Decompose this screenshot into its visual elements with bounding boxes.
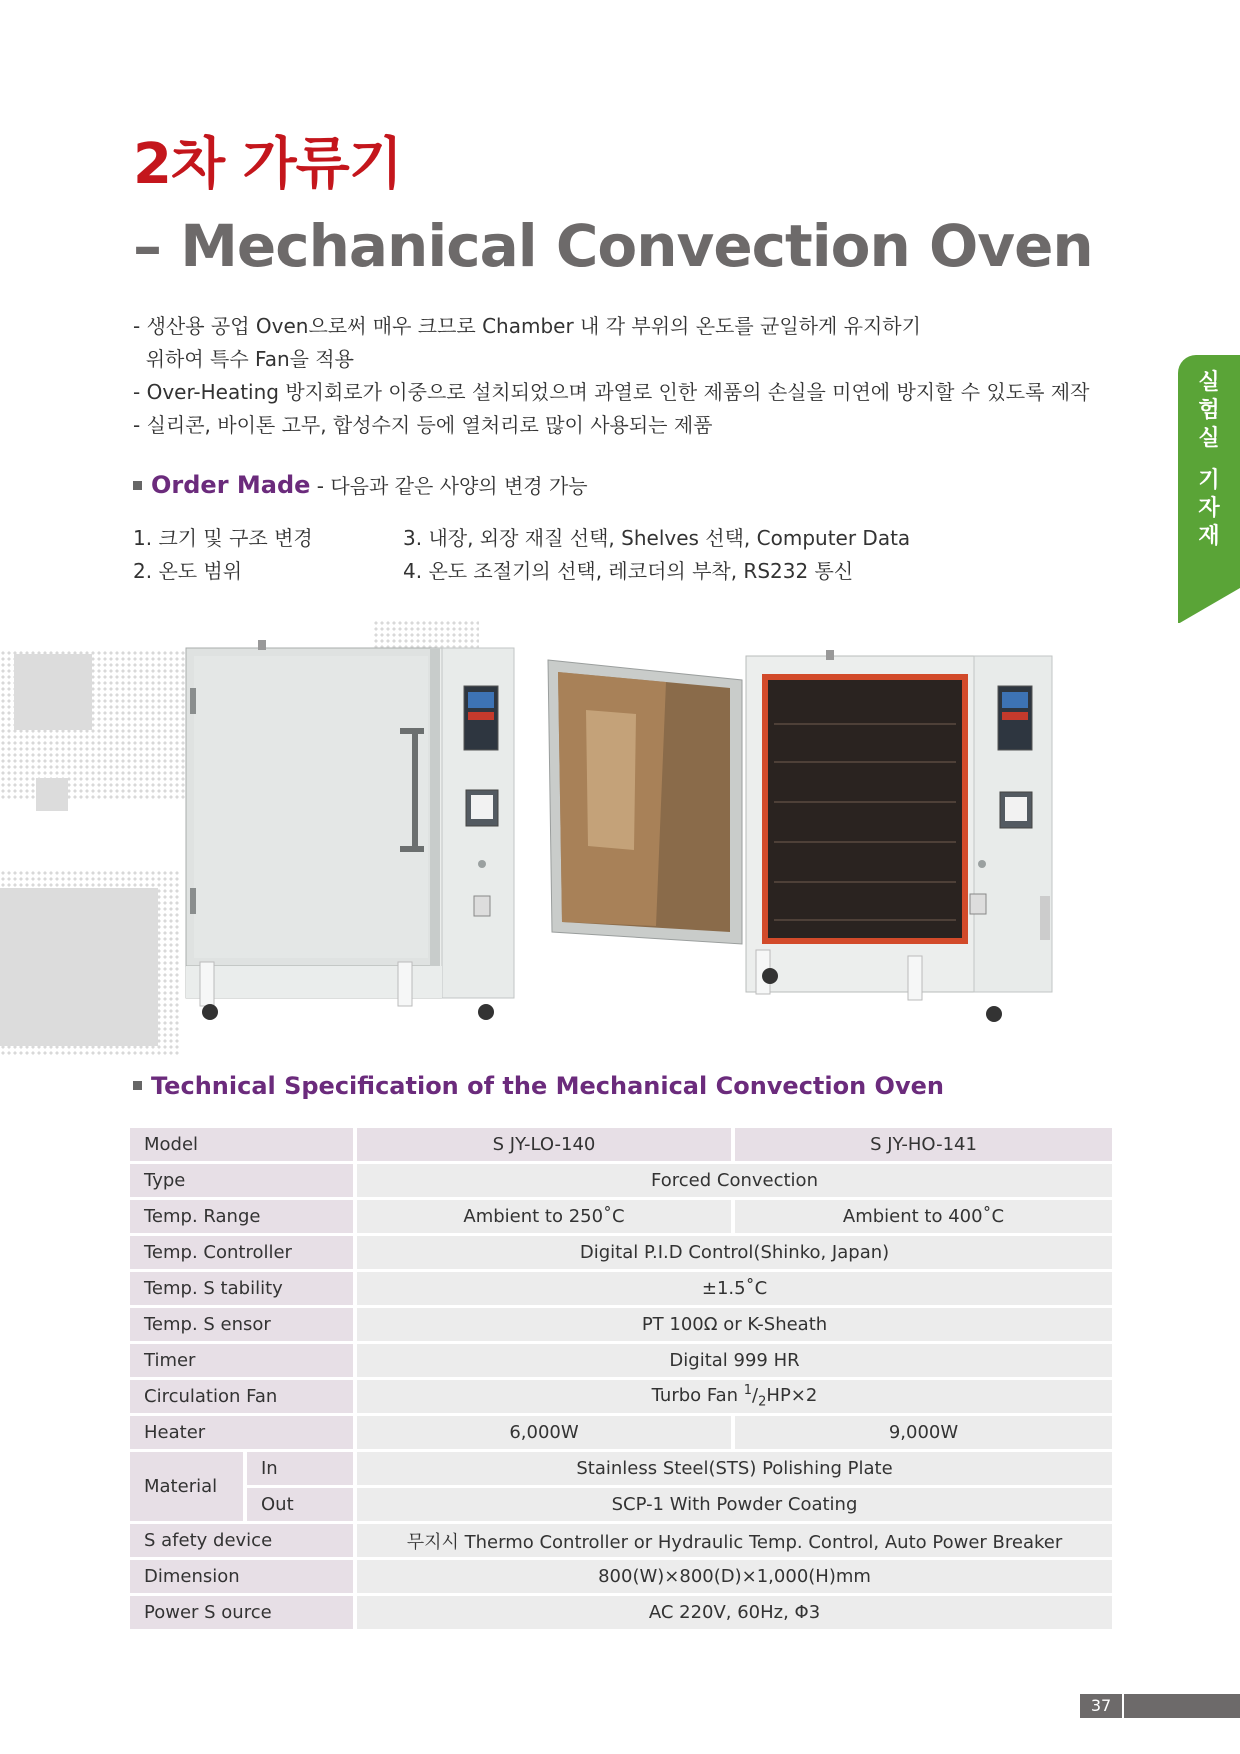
page-number: 37 xyxy=(1080,1694,1122,1718)
side-tab-char: 실 xyxy=(1198,370,1220,395)
spec-value: S JY-HO-141 xyxy=(735,1128,1112,1161)
spec-heading xyxy=(133,1072,944,1100)
side-tab-char: 험 xyxy=(1198,398,1220,423)
decorative-square xyxy=(14,654,92,730)
spec-label: Temp. S tability xyxy=(130,1272,357,1305)
table-row xyxy=(130,1200,1112,1233)
spec-value: PT 100Ω or K-Sheath xyxy=(357,1308,1112,1341)
spec-value: S JY-LO-140 xyxy=(357,1128,735,1161)
side-tab-lab-equipment xyxy=(1178,355,1240,623)
spec-value: Digital P.I.D Control(Shinko, Japan) xyxy=(357,1236,1112,1269)
spec-value: AC 220V, 60Hz, Φ3 xyxy=(357,1596,1112,1629)
side-tab-char: 기 xyxy=(1198,468,1220,493)
spec-value-fan: Turbo Fan $^1/_2HP\times 2$ xyxy=(357,1380,1112,1413)
description-item: 위하여 특수 Fan을 적용 xyxy=(133,347,354,371)
spec-heading-text: Technical Specification of the Mechanical Convection Oven xyxy=(151,1072,944,1100)
order-made-line xyxy=(133,470,588,499)
spec-value: ±1.5˚C xyxy=(357,1272,1112,1305)
spec-value: 무지시 Thermo Controller or Hydraulic Temp. Control, Auto Power Breaker xyxy=(357,1524,1112,1557)
order-made-label: Order Made xyxy=(151,471,311,499)
description-item: - 생산용 공업 Oven으로써 매우 크므로 Chamber 내 각 부위의 온도를 균일하게 유지하기 xyxy=(133,314,921,338)
square-bullet-icon xyxy=(133,1081,142,1090)
spec-value: Ambient to 400˚C xyxy=(735,1200,1112,1233)
page-footer-bar xyxy=(1124,1694,1240,1718)
spec-sublabel: Out xyxy=(247,1488,357,1521)
table-row xyxy=(130,1344,1112,1377)
spec-value: SCP-1 With Powder Coating xyxy=(357,1488,1112,1521)
table-row xyxy=(130,1380,1112,1413)
oven-closed-photo xyxy=(180,638,520,1024)
table-row xyxy=(130,1128,1112,1161)
description-item: - Over-Heating 방지회로가 이중으로 설치되었으며 과열로 인한 제품의 손실을 미연에 방지할 수 있도록 제작 xyxy=(133,380,1090,404)
option-item: 1. 크기 및 구조 변경 xyxy=(133,526,313,550)
spec-label: S afety device xyxy=(130,1524,357,1557)
table-row xyxy=(130,1236,1112,1269)
spec-label: Timer xyxy=(130,1344,357,1377)
spec-label: Temp. Controller xyxy=(130,1236,357,1269)
spec-label: Type xyxy=(130,1164,357,1197)
spec-value: Stainless Steel(STS) Polishing Plate xyxy=(357,1452,1112,1485)
description-list xyxy=(133,310,1133,442)
spec-value: Forced Convection xyxy=(357,1164,1112,1197)
spec-table xyxy=(130,1125,1112,1632)
spec-label: Model xyxy=(130,1128,357,1161)
spec-value: Digital 999 HR xyxy=(357,1344,1112,1377)
options-list-left xyxy=(133,522,313,588)
spec-label: Dimension xyxy=(130,1560,357,1593)
table-row xyxy=(130,1488,1112,1521)
spec-value: 9,000W xyxy=(735,1416,1112,1449)
spec-sublabel: In xyxy=(247,1452,357,1485)
decorative-square xyxy=(36,778,68,811)
oven-open-photo xyxy=(546,650,1054,1024)
side-tab-char: 실 xyxy=(1198,426,1220,451)
description-item: - 실리콘, 바이톤 고무, 합성수지 등에 열처리로 많이 사용되는 제품 xyxy=(133,413,713,437)
table-row xyxy=(130,1416,1112,1449)
table-row xyxy=(130,1596,1112,1629)
option-item: 2. 온도 범위 xyxy=(133,559,243,583)
spec-value: 6,000W xyxy=(357,1416,735,1449)
table-row xyxy=(130,1524,1112,1557)
option-item: 4. 온도 조절기의 선택, 레코더의 부착, RS232 통신 xyxy=(403,559,854,583)
table-row xyxy=(130,1164,1112,1197)
decorative-square xyxy=(0,888,158,1046)
spec-value: 800(W)×800(D)×1,000(H)mm xyxy=(357,1560,1112,1593)
spec-label: Circulation Fan xyxy=(130,1380,357,1413)
page-title-english: – Mechanical Convection Oven xyxy=(133,212,1093,280)
page-title-korean: 2차 가류기 xyxy=(133,132,402,197)
order-made-text: - 다음과 같은 사양의 변경 가능 xyxy=(316,474,588,498)
options-list-right xyxy=(403,522,910,588)
option-item: 3. 내장, 외장 재질 선택, Shelves 선택, Computer Data xyxy=(403,526,911,550)
square-bullet-icon xyxy=(133,481,142,490)
spec-label: Material xyxy=(130,1452,247,1521)
spec-label: Temp. S ensor xyxy=(130,1308,357,1341)
table-row xyxy=(130,1560,1112,1593)
table-row xyxy=(130,1272,1112,1305)
side-tab-char: 자 xyxy=(1198,496,1220,521)
table-row xyxy=(130,1452,1112,1485)
spec-value: Ambient to 250˚C xyxy=(357,1200,735,1233)
spec-label: Power S ource xyxy=(130,1596,357,1629)
spec-label: Heater xyxy=(130,1416,357,1449)
table-row xyxy=(130,1308,1112,1341)
spec-label: Temp. Range xyxy=(130,1200,357,1233)
side-tab-char: 재 xyxy=(1198,524,1220,549)
